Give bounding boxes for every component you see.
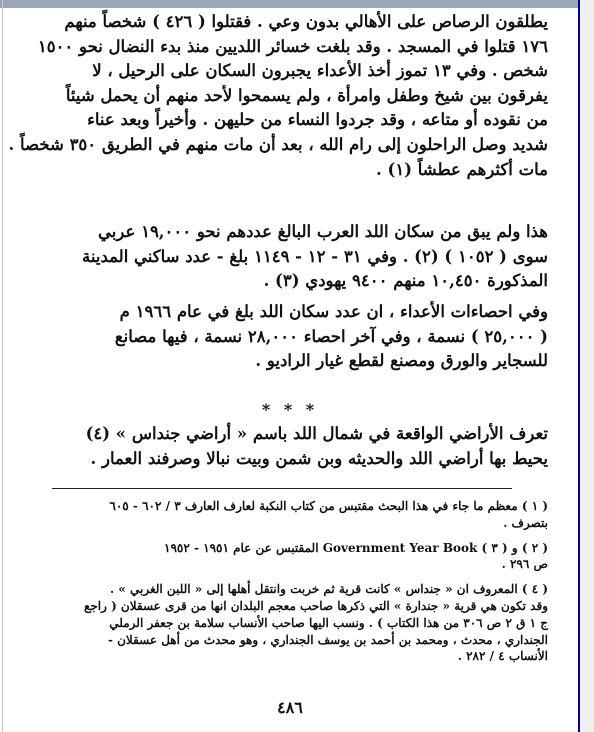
text-line: يحيط بها أراضي اللد والحديثه وبن شمن وبيت نبالا وصرفند العمار . bbox=[90, 448, 548, 468]
paragraph-2 bbox=[32, 220, 548, 294]
footnote-line: ( ٢ ) و ( ٣ ) Government Year Book المقتبس عن عام ١٩٥١ - ١٩٥٢ bbox=[164, 540, 548, 555]
footnote-line: وقد تكون هي قرية « جندارة » التي ذكرها صاحب معجم البلدان انها من قرى عسقلان ( راجع bbox=[83, 598, 548, 613]
paragraph-4 bbox=[32, 422, 548, 471]
text-line: شديد وصل الراحلون إلى رام الله ، بعد أن مات منهم في الطريق ٣٥٠ شخصاً . bbox=[8, 134, 548, 154]
text-line: مات أكثرهم عطشاً (١) . bbox=[376, 159, 548, 179]
vertical-scrollbar[interactable] bbox=[580, 0, 594, 732]
text-line: يفرقون بين شيخ وطفل وامرأة ، ولم يسمحوا لأحد منهم أن يحمل شيئاً bbox=[65, 85, 548, 105]
footnote-line: ( ٤ ) المعروف ان « جنداس » كانت قرية ثم خربت وانتقل أهلها إلى « اللبن الغربي » . bbox=[109, 582, 548, 597]
text-line: وفي احصاءات الأعداء ، ان عدد سكان اللد بلغ في عام ١٩٦٦ م bbox=[119, 302, 548, 321]
footnote-line: ج ١ ق ٢ ص ٣٠٦ من هذا الكتاب ) . ونسب اليها صاحب الأنساب سلامة بن جعفر الرملي bbox=[109, 615, 548, 630]
footnote-line: بتصرف . bbox=[503, 515, 548, 530]
page-number: ٤٨٦ bbox=[277, 698, 303, 717]
footnote-gap bbox=[38, 573, 548, 581]
text-line: ( ٢٥,٠٠٠ ) نسمة ، وفي آخر احصاء ٢٨,٠٠٠ نسمة ، فيها مصانع bbox=[114, 326, 548, 346]
paragraph-3 bbox=[32, 300, 548, 374]
text-line: ١٧٦ قتلوا في المسجد . وقد بلغت خسائر اللديين منذ بدء النضال نحو ١٥٠٠ bbox=[37, 36, 548, 56]
text-line: تعرف الأراضي الواقعة في شمال اللد باسم « أراضي جنداس » (٤) bbox=[85, 424, 548, 443]
footnote-line: ص ٢٩٦ . bbox=[501, 557, 548, 572]
footnote-gap bbox=[38, 532, 548, 540]
footnote-4 bbox=[38, 581, 548, 665]
text-line: من نقوده أو متاعه ، وقد جردوا النساء من حليهن . وأخيراً وبعد عناء bbox=[87, 110, 548, 130]
text-line: يطلقون الرصاص على الأهالي بدون وعي . فقتلوا ( ٤٢٦ ) شخصاً منهم bbox=[64, 12, 548, 31]
window-top-border bbox=[0, 0, 594, 8]
footnote-line: الأنساب ٤ / ٢٨٢ . bbox=[457, 649, 548, 664]
document-page bbox=[8, 10, 548, 722]
section-separator: * * * bbox=[261, 400, 319, 419]
text-line: هذا ولم يبق من سكان اللد العرب البالغ عددهم نحو ١٩,٠٠٠ عربي bbox=[98, 222, 548, 241]
footnote-divider bbox=[52, 488, 512, 489]
footnote-2-3 bbox=[38, 540, 548, 574]
footnote-line: ( ١ ) معظم ما جاء في هذا البحث مقتبس من كتاب النكبة لعارف العارف ٣ / ٦٠٢ - ٦٠٥ bbox=[109, 499, 548, 513]
paragraph-1 bbox=[8, 10, 548, 182]
footnote-line: الجنداري ، محدث ، ومحمد بن أحمد بن يوسف الجنداري ، وهو محدث من أهل عسقلان - bbox=[107, 632, 548, 647]
text-line: للسجاير والورق ومصنع لقطع غيار الراديو . bbox=[255, 351, 548, 371]
text-line: شخص . وفي ١٣ تموز أخذ الأعداء يجبرون السكان على الرحيل ، لا bbox=[92, 61, 548, 81]
footnotes bbox=[38, 498, 548, 665]
window-left-border bbox=[2, 0, 3, 732]
text-line: سوى ( ١٠٥٢ ) (٢) . وفي ٣١ - ١٢ - ١١٤٩ بلغ - عدد ساكني المدينة bbox=[82, 246, 548, 266]
text-line: المذكورة ١٠,٤٥٠ منهم ٩٤٠٠ يهودي (٣) . bbox=[263, 271, 548, 291]
footnote-1 bbox=[38, 498, 548, 532]
